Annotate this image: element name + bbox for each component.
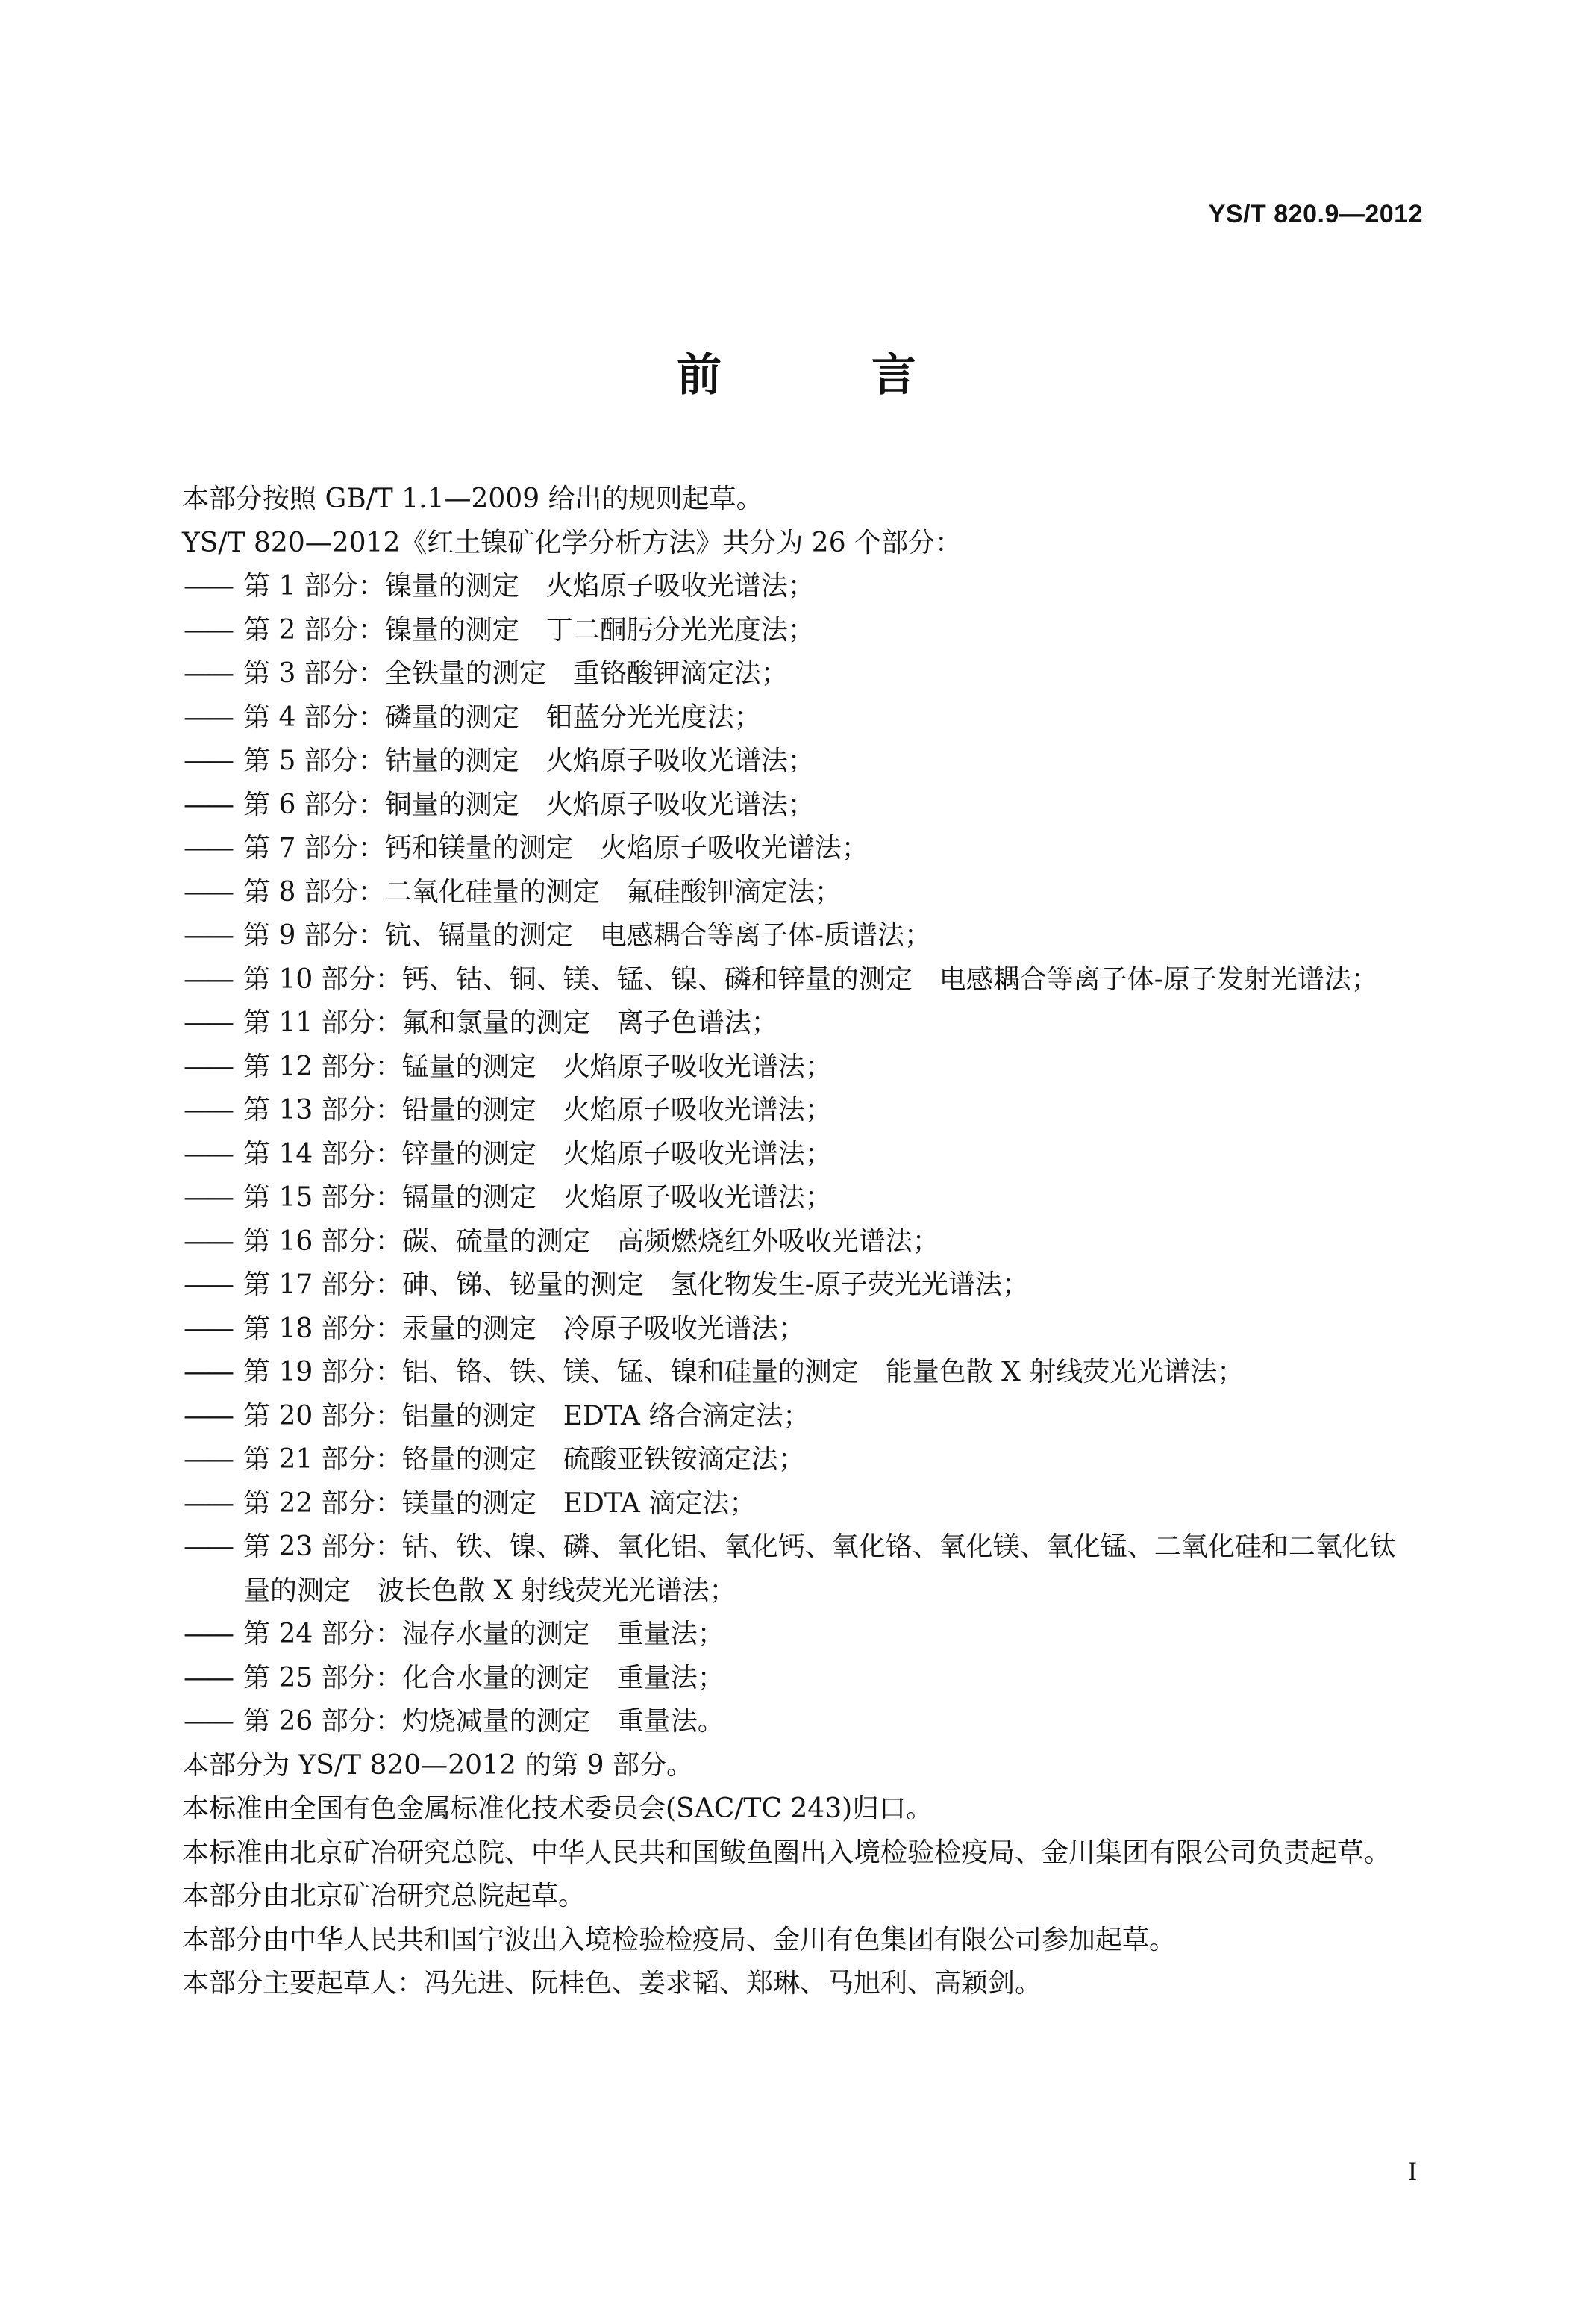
standard-code: YS/T 820.9—2012 [1208, 200, 1423, 228]
dash-marker: —— [184, 789, 231, 820]
list-item [124, 1089, 1422, 1133]
list-item-text: 第 18 部分：汞量的测定 冷原子吸收光谱法； [243, 1313, 805, 1344]
list-item-text: 第 11 部分：氟和氯量的测定 离子色谱法； [243, 1008, 778, 1038]
list-item [124, 696, 1422, 740]
list-item-text: 第 19 部分：铝、铬、铁、镁、锰、镍和硅量的测定 能量色散 X 射线荧光光谱法； [243, 1357, 1245, 1387]
list-item-text: 第 2 部分：镍量的测定 丁二酮肟分光光度法； [243, 614, 815, 646]
list-item-text: 第 21 部分：铬量的测定 硫酸亚铁铵滴定法； [243, 1444, 805, 1475]
dash-marker: —— [184, 920, 231, 951]
dash-marker: —— [184, 1487, 231, 1519]
list-item [124, 1002, 1422, 1046]
list-item [124, 1482, 1422, 1526]
list-item [124, 1438, 1422, 1482]
dash-marker: —— [184, 1662, 231, 1693]
list-item-text: 第 1 部分：镍量的测定 火焰原子吸收光谱法； [243, 571, 815, 602]
closing-paragraph: 本部分为 YS/T 820—2012 的第 9 部分。 [182, 1749, 694, 1781]
list-item [124, 1046, 1422, 1090]
list-item-text: 第 7 部分：钙和镁量的测定 火焰原子吸收光谱法； [243, 833, 869, 863]
closing-paragraph: 本标准由全国有色金属标准化技术委员会(SAC/TC 243)归口。 [182, 1793, 933, 1824]
dash-marker: —— [184, 1357, 231, 1387]
closing-paragraph: 本部分主要起草人：冯先进、阮桂色、姜求韬、郑琳、马旭利、高颖剑。 [182, 1968, 1042, 1999]
list-item [124, 609, 1422, 653]
dash-marker: —— [184, 1095, 231, 1125]
dash-marker: —— [184, 876, 231, 908]
dash-marker: —— [184, 1051, 231, 1082]
list-item-text: 第 26 部分：灼烧减量的测定 重量法。 [243, 1706, 724, 1737]
dash-marker: —— [184, 1400, 231, 1431]
dash-marker: —— [184, 963, 231, 995]
list-item [124, 565, 1422, 609]
list-item [124, 1220, 1422, 1264]
closing-paragraph: 本部分由北京矿冶研究总院起草。 [182, 1881, 586, 1911]
list-item [124, 652, 1422, 696]
list-item [124, 784, 1422, 828]
closing-paragraph: 本部分由中华人民共和国宁波出入境检验检疫局、金川有色集团有限公司参加起草。 [182, 1924, 1177, 1955]
list-item [124, 1657, 1422, 1701]
list-item-text: 第 8 部分：二氧化硅量的测定 氟硅酸钾滴定法； [243, 876, 842, 908]
list-item-text: 第 9 部分：钪、镉量的测定 电感耦合等离子体-质谱法； [243, 920, 931, 951]
list-item-text: 第 6 部分：铜量的测定 火焰原子吸收光谱法； [243, 789, 815, 820]
dash-marker: —— [184, 833, 231, 863]
list-item-text: 第 12 部分：锰量的测定 火焰原子吸收光谱法； [243, 1051, 832, 1082]
list-item-text: 第 22 部分：镁量的测定 EDTA 滴定法； [243, 1487, 757, 1519]
dash-marker: —— [184, 1225, 231, 1257]
dash-marker: —— [184, 1138, 231, 1169]
list-item [124, 914, 1422, 958]
list-item [124, 1395, 1422, 1439]
list-item [124, 1613, 1422, 1657]
foreword-body [124, 478, 1422, 2006]
intro-paragraph: 本部分按照 GB/T 1.1—2009 给出的规则起草。 [182, 484, 763, 514]
list-item-text: 第 17 部分：砷、锑、铋量的测定 氢化物发生-原子荧光光谱法； [243, 1269, 1029, 1300]
parts-list [124, 565, 1422, 1744]
list-item [124, 1133, 1422, 1177]
list-item-text: 第 10 部分：钙、钴、铜、镁、锰、镍、磷和锌量的测定 电感耦合等离子体-原子发射光谱法； [243, 963, 1378, 995]
dash-marker: —— [184, 1706, 231, 1737]
list-item [124, 1263, 1422, 1308]
list-item-text: 第 13 部分：铅量的测定 火焰原子吸收光谱法； [243, 1095, 832, 1125]
page-number: I [1408, 2156, 1417, 2186]
list-item-text: 第 5 部分：钴量的测定 火焰原子吸收光谱法； [243, 746, 815, 776]
list-item-text: 第 20 部分：铝量的测定 EDTA 络合滴定法； [243, 1400, 810, 1431]
list-item [124, 1700, 1422, 1744]
list-item-text: 第 16 部分：碳、硫量的测定 高频燃烧红外吸收光谱法； [243, 1225, 939, 1257]
intro-paragraph: YS/T 820—2012《红土镍矿化学分析方法》共分为 26 个部分： [182, 527, 963, 558]
dash-marker: —— [184, 1313, 231, 1344]
dash-marker: —— [184, 1008, 231, 1038]
dash-marker: —— [184, 746, 231, 776]
list-item [124, 740, 1422, 784]
list-item-text: 第 14 部分：锌量的测定 火焰原子吸收光谱法； [243, 1138, 832, 1169]
list-item [124, 1176, 1422, 1220]
dash-marker: —— [184, 702, 231, 733]
list-item [124, 958, 1422, 1002]
closing-paragraph: 本标准由北京矿冶研究总院、中华人民共和国鲅鱼圈出入境检验检疫局、金川集团有限公司负责起草。 [182, 1837, 1392, 1868]
list-item [124, 1351, 1422, 1395]
list-item [124, 827, 1422, 871]
dash-marker: —— [184, 1182, 231, 1213]
dash-marker: —— [184, 658, 231, 689]
list-item-text: 第 25 部分：化合水量的测定 重量法； [243, 1662, 724, 1693]
dash-marker: —— [184, 614, 231, 646]
list-item [124, 871, 1422, 915]
dash-marker: —— [184, 571, 231, 602]
list-item [124, 1308, 1422, 1352]
page-title: 前 言 [677, 349, 983, 402]
list-item-text: 第 4 部分：磷量的测定 钼蓝分光光度法； [243, 702, 761, 733]
dash-marker: —— [184, 1619, 231, 1649]
dash-marker: —— [184, 1444, 231, 1475]
list-item [124, 1525, 1422, 1613]
dash-marker: —— [184, 1531, 231, 1562]
list-item-text: 第 3 部分：全铁量的测定 重铬酸钾滴定法； [243, 658, 788, 689]
list-item-text: 第 23 部分：钴、铁、镍、磷、氧化铝、氧化钙、氧化铬、氧化镁、氧化锰、二氧化硅和二氧化钛量的测定 波长色散 X 射线荧光光谱法； [243, 1531, 1396, 1606]
list-item-text: 第 15 部分：镉量的测定 火焰原子吸收光谱法； [243, 1182, 832, 1213]
list-item-text: 第 24 部分：湿存水量的测定 重量法； [243, 1619, 724, 1649]
dash-marker: —— [184, 1269, 231, 1300]
